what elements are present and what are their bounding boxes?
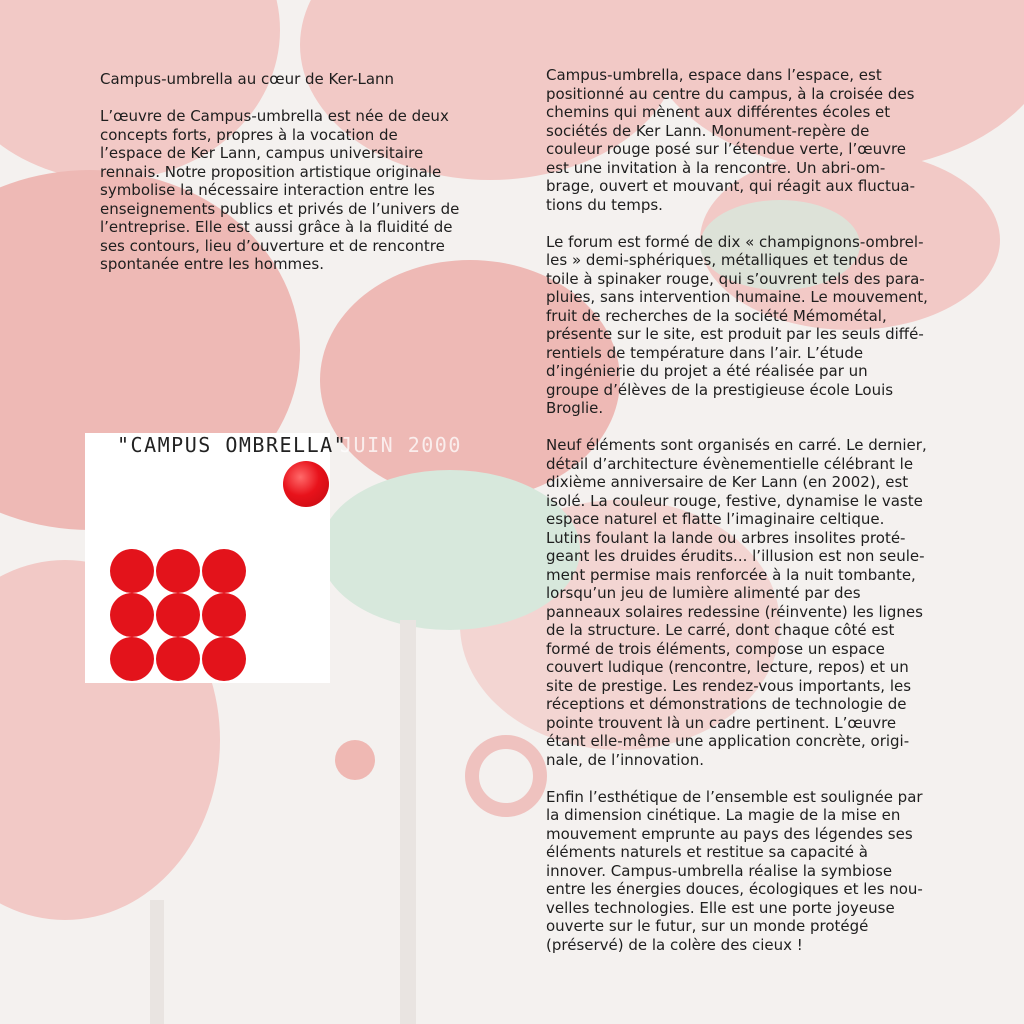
umbrella-circle <box>110 637 154 681</box>
bg-pole <box>150 900 164 1024</box>
poster-date: JUIN 2000 <box>340 433 462 457</box>
left-column <box>100 70 510 292</box>
bg-pole <box>400 620 416 1024</box>
umbrella-circle <box>110 593 154 637</box>
intro-paragraph: L’œuvre de Campus-umbrella est née de deux concepts forts, propres à la vocation de l’espace de Ker Lann, campus universitaire rennais. Notre proposition artistique originale symbolise la nécessaire interaction entre les enseignements publics et privés de l’univers de l’entreprise. Elle est aussi grâce à la fluidité de ses contours, lieu d’ouverture et de rencontre spontanée entre les hommes. <box>100 107 460 273</box>
right-column <box>546 66 982 973</box>
umbrella-circle <box>110 549 154 593</box>
paragraph: Neuf éléments sont organisés en carré. Le dernier, détail d’architecture évènementielle célébrant le dixième anniversaire de Ker Lann (en 2002), est isolé. La couleur rouge, festive, dynamise le vaste espace naturel et flatte l’imaginaire celtique. Lutins foulant la lande ou arbres insolites proté- geant les druides érudits... l’illusion est non seule- ment permise mais renforcée à la nuit tombante, lorsqu’un jeu de lumière alimenté par des panneaux solaires redessine (réinvente) les lignes de la structure. Le carré, dont chaque côté est formé de trois éléments, compose un espace couvert ludique (rencontre, lecture, repos) et un site de prestige. Les rendez-vous importants, les réceptions et démonstrations de technologie de pointe trouvent là un cadre pertinent. L’œuvre étant elle-même une application concrète, origi- nale, de l’innovation. <box>546 436 927 769</box>
bg-red-dot <box>335 740 375 780</box>
bg-foliage <box>320 470 580 630</box>
umbrella-circle <box>156 593 200 637</box>
paragraph: Enfin l’esthétique de l’ensemble est soulignée par la dimension cinétique. La magie de la mise en mouvement emprunte au pays des légendes ses éléments naturels et restitue sa capacité à innover. Campus-umbrella réalise la symbiose entre les énergies douces, écologiques et les nou- velles technologies. Elle est une porte joyeuse ouverte sur le futur, sur un monde protégé (préservé) de la colère des cieux ! <box>546 787 923 954</box>
campus-ombrella-poster <box>85 433 462 683</box>
paragraph: Le forum est formé de dix « champignons-ombrel- les » demi-sphériques, métalliques et tendus de toile à spinaker rouge, qui s’ouvrent tels des para- pluies, sans intervention humaine. Le mouvement, fruit de recherches de la société Mémométal, présente sur le site, est produit par les seuls diffé- rentiels de température dans l’air. L’étude d’ingénierie du projet a été réalisée par un groupe d’élèves de la prestigieuse école Louis Broglie. <box>546 232 928 417</box>
bg-umbrella-ring <box>465 735 547 817</box>
umbrella-circle <box>156 549 200 593</box>
section-heading: Campus-umbrella au cœur de Ker-Lann <box>100 70 395 88</box>
umbrella-circle <box>202 593 246 637</box>
poster-title: "CAMPUS OMBRELLA" <box>117 433 348 457</box>
umbrella-circle <box>202 549 246 593</box>
paragraph: Campus-umbrella, espace dans l’espace, est positionné au centre du campus, à la croisée des chemins qui mènent aux différentes écoles et sociétés de Ker Lann. Monument-repère de couleur rouge posé sur l’étendue verte, l’œuvre est une invitation à la rencontre. Un abri-om- brage, ouvert et mouvant, qui réagit aux fluctua- tions du temps. <box>546 66 916 214</box>
umbrella-circle <box>202 637 246 681</box>
umbrella-circle <box>156 637 200 681</box>
red-sphere-icon <box>283 461 329 507</box>
